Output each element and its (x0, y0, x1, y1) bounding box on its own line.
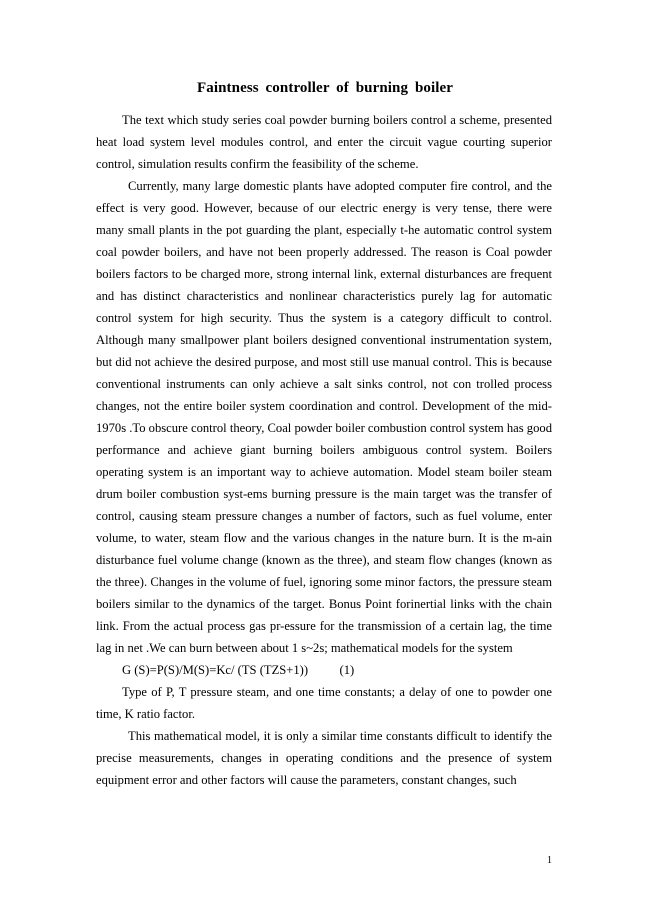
paragraph-variables: Type of P, T pressure steam, and one time constants; a delay of one to powder one time, K ratio factor. (96, 685, 552, 721)
page-number: 1 (547, 855, 552, 866)
paragraph-introduction: Currently, many large domestic plants have adopted computer fire control, and the effect is very good. However, because of our electric energy is very tense, there were many small plants in the pot guarding the plant, especially t-he automatic control system coal powder boilers, and have not been properly addressed. The reason is Coal powder boilers factors to be charged more, strong internal link, external disturbances are frequent and has distinct characteristics and nonlinear characteristics purely lag for automatic control system for high security. Thus the system is a category difficult to control. Although many smallpower plant boilers designed conventional instrumentation system, but did not achieve the desired purpose, and most still use manual control. This is because conventional instruments can only achieve a salt sinks control, not con trolled process changes, not the entire boiler system coordination and control. Development of the mid-1970s .To obscure control theory, Coal powder boiler combustion control system has good performance and achieve giant burning boilers ambiguous control system. Boilers operating system is an important way to achieve automation. Model steam boiler steam drum boiler combustion syst-ems burning pressure is the main target was the transfer of control, causing steam pressure changes a number of factors, such as fuel volume, enter volume, to water, steam flow and the various changes in the nature burn. It is the m-ain disturbance fuel volume change (known as the three), and steam flow changes (known as the three). Changes in the volume of fuel, ignoring some minor factors, the pressure steam boilers similar to the dynamics of the target. Bonus Point forinertial links with the chain link. From the actual process gas pr-essure for the transmission of a certain lag, the time lag in net .We can burn between about 1 s~2s; mathematical models for the system (96, 179, 552, 655)
equation-1: G (S)=P(S)/M(S)=Kc/ (TS (TZS+1)) (1) (122, 663, 355, 677)
paragraph-abstract: The text which study series coal powder burning boilers control a scheme, presented heat load system level modules control, and enter the circuit vague courting superior control, simulation results confirm the feasibility of the scheme. (96, 113, 552, 171)
paragraph-model-discussion: This mathematical model, it is only a similar time constants difficult to identify the precise measurements, changes in operating conditions and the presence of system equipment error and other factors will cause the parameters, constant changes, such (96, 729, 552, 787)
document-title: Faintness controller of burning boiler (196, 80, 454, 96)
document-body (96, 109, 552, 791)
